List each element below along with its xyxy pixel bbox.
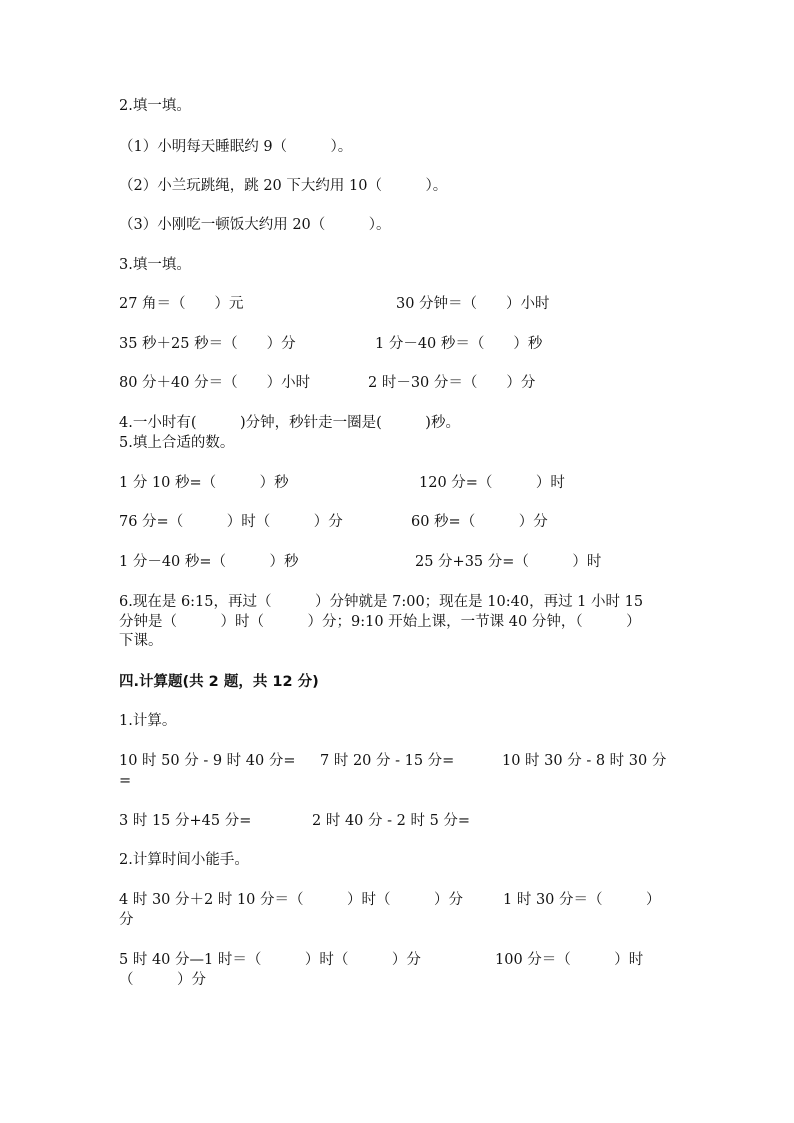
q2-item-3: （3）小刚吃一顿饭大约用 20（ ）。 [119,217,391,233]
section-4-heading: 四.计算题(共 2 题，共 12 分) [119,674,319,690]
q5-row3-left: 1 分－40 秒=（ ）秒 [119,554,299,570]
q5-row1-right: 120 分=（ ）时 [419,475,565,491]
q6-line-3: 下课。 [119,633,163,649]
calc2-row2-wrap: （ ）分 [119,972,206,988]
q3-row2-left: 35 秒＋25 秒＝（ ）分 [119,336,296,352]
q2-title: 2.填一填。 [119,98,191,114]
q2-item-2: （2）小兰玩跳绳，跳 20 下大约用 10（ ）。 [119,178,448,194]
calc2-row1-a: 4 时 30 分＋2 时 10 分＝（ ）时（ ）分 [119,892,464,908]
q3-row3-left: 80 分＋40 分＝（ ）小时 [119,375,311,391]
calc2-row1-wrap: 分 [119,912,134,928]
calc1-row1-a: 10 时 50 分 - 9 时 40 分= [119,753,296,769]
q3-row1-right: 30 分钟＝（ ）小时 [396,296,550,312]
q3-row2-right: 1 分－40 秒＝（ ）秒 [375,336,543,352]
q3-title: 3.填一填。 [119,257,191,273]
calc2-row2-a: 5 时 40 分—1 时＝（ ）时（ ）分 [119,952,421,968]
calc1-row2-b: 2 时 40 分 - 2 时 5 分= [312,813,471,829]
calc1-row2-a: 3 时 15 分+45 分= [119,813,252,829]
calc2-title: 2.计算时间小能手。 [119,852,249,868]
q2-item-1: （1）小明每天睡眠约 9（ ）。 [119,139,353,155]
q5-row2-right: 60 秒=（ ）分 [411,514,548,530]
q3-row3-right: 2 时－30 分＝（ ）分 [368,375,536,391]
q5-row1-left: 1 分 10 秒=（ ）秒 [119,475,289,491]
q5-row2-left: 76 分=（ ）时（ ）分 [119,514,343,530]
calc1-row1-wrap: = [119,773,132,789]
q4-text: 4.一小时有( )分钟，秒针走一圈是( )秒。 [119,415,460,431]
q6-line-1: 6.现在是 6:15，再过（ ）分钟就是 7:00；现在是 10:40，再过 1 小时 15 [119,594,644,610]
calc1-row1-c: 10 时 30 分 - 8 时 30 分 [502,753,667,769]
calc2-row1-b: 1 时 30 分＝（ ） [503,892,661,908]
calc1-row1-b: 7 时 20 分 - 15 分= [320,753,455,769]
q5-row3-right: 25 分+35 分=（ ）时 [415,554,602,570]
calc2-row2-b: 100 分＝（ ）时 [495,952,644,968]
q3-row1-left: 27 角＝（ ）元 [119,296,244,312]
q6-line-2: 分钟是（ ）时（ ）分；9:10 开始上课，一节课 40 分钟，（ ） [119,614,641,630]
q5-title: 5.填上合适的数。 [119,435,235,451]
calc1-title: 1.计算。 [119,713,177,729]
